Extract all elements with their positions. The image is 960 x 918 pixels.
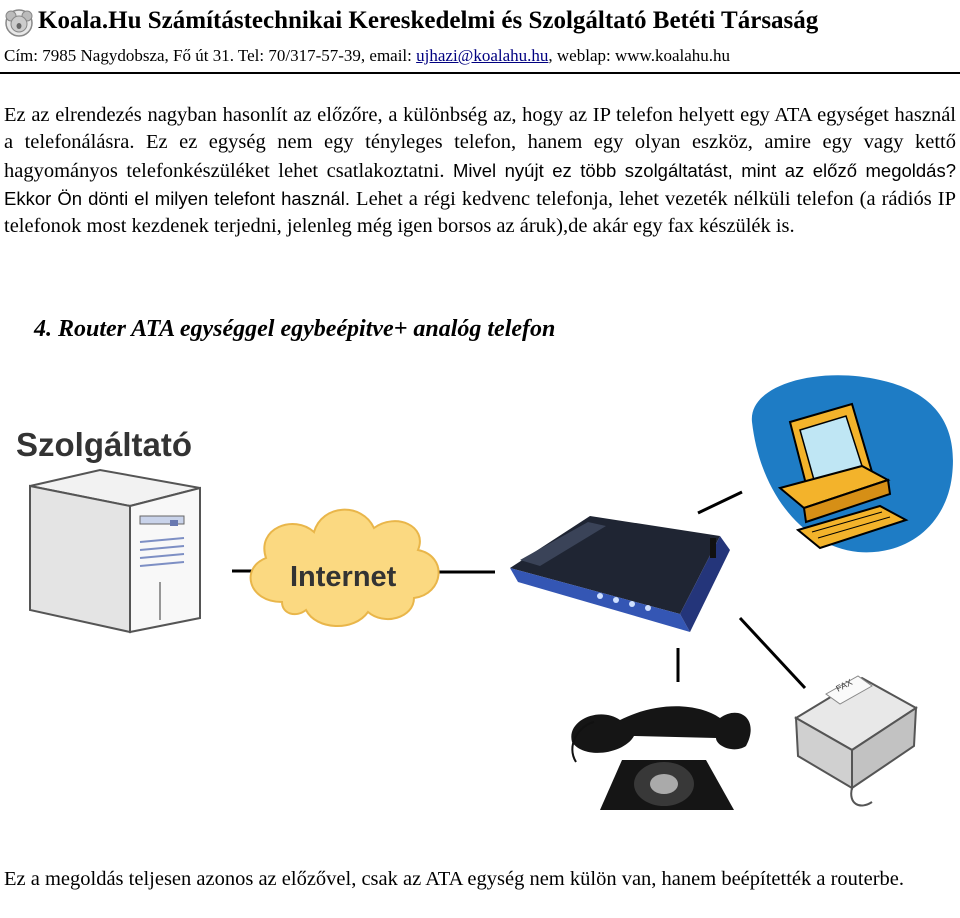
network-diagram (0, 370, 960, 860)
router-icon (510, 516, 730, 632)
koala-logo-icon (4, 8, 34, 38)
intro-paragraph (4, 102, 956, 240)
rotary-phone-icon (571, 706, 750, 810)
contact-weblap: , weblap: www.koalahu.hu (548, 46, 731, 65)
para-part2: Mivel nyújt ez több szolgáltatást, mint az előző megoldás? Ekkor Ön dönti el milyen telefont használ. (4, 159, 957, 209)
contact-line (4, 46, 730, 66)
para-part3: Lehet a régi kedvenc telefonja, lehet vezeték nélküli telefon (a rádiós IP telefonok most kezdenek terjedni, jelenleg még igen borsos az áruk),de akár egy fax készülék is. (4, 187, 956, 238)
fax-machine-icon (796, 676, 916, 806)
section-heading: 4. Router ATA egységgel egybeépitve+ analóg telefon (34, 316, 556, 342)
email-link[interactable]: ujhazi@koalahu.hu (416, 46, 549, 65)
line-router-computer (698, 492, 742, 513)
internet-cloud-icon (251, 510, 439, 626)
company-name: Koala.Hu Számítástechnikai Kereskedelmi és Szolgáltató Betéti Társaság (38, 7, 819, 34)
cloud-label: Internet (290, 561, 397, 593)
closing-paragraph: Ez a megoldás teljesen azonos az előzővel, csak az ATA egység nem külön van, hanem beépítették a routerbe. (4, 868, 905, 890)
contact-address: Cím: 7985 Nagydobsza, Fő út 31. Tel: 70/317-57-39, email: (4, 46, 417, 65)
server-icon (30, 470, 200, 632)
line-router-fax (740, 618, 805, 688)
page-header (0, 0, 960, 74)
provider-label: Szolgáltató (16, 426, 193, 463)
computer-icon (752, 375, 953, 552)
para-part1: Ez az elrendezés nagyban hasonlít az előzőre, a különbség az, hogy az IP telefon helyett egy ATA egységet használ a telefonálásra. Ez ez egység nem egy tényleges telefon, hanem egy olyan eszköz, amire egy vagy kettő hagyományos telefonkészüléket lehet csatlakoztatni. (4, 104, 956, 182)
fax-label: FAX (834, 676, 854, 694)
